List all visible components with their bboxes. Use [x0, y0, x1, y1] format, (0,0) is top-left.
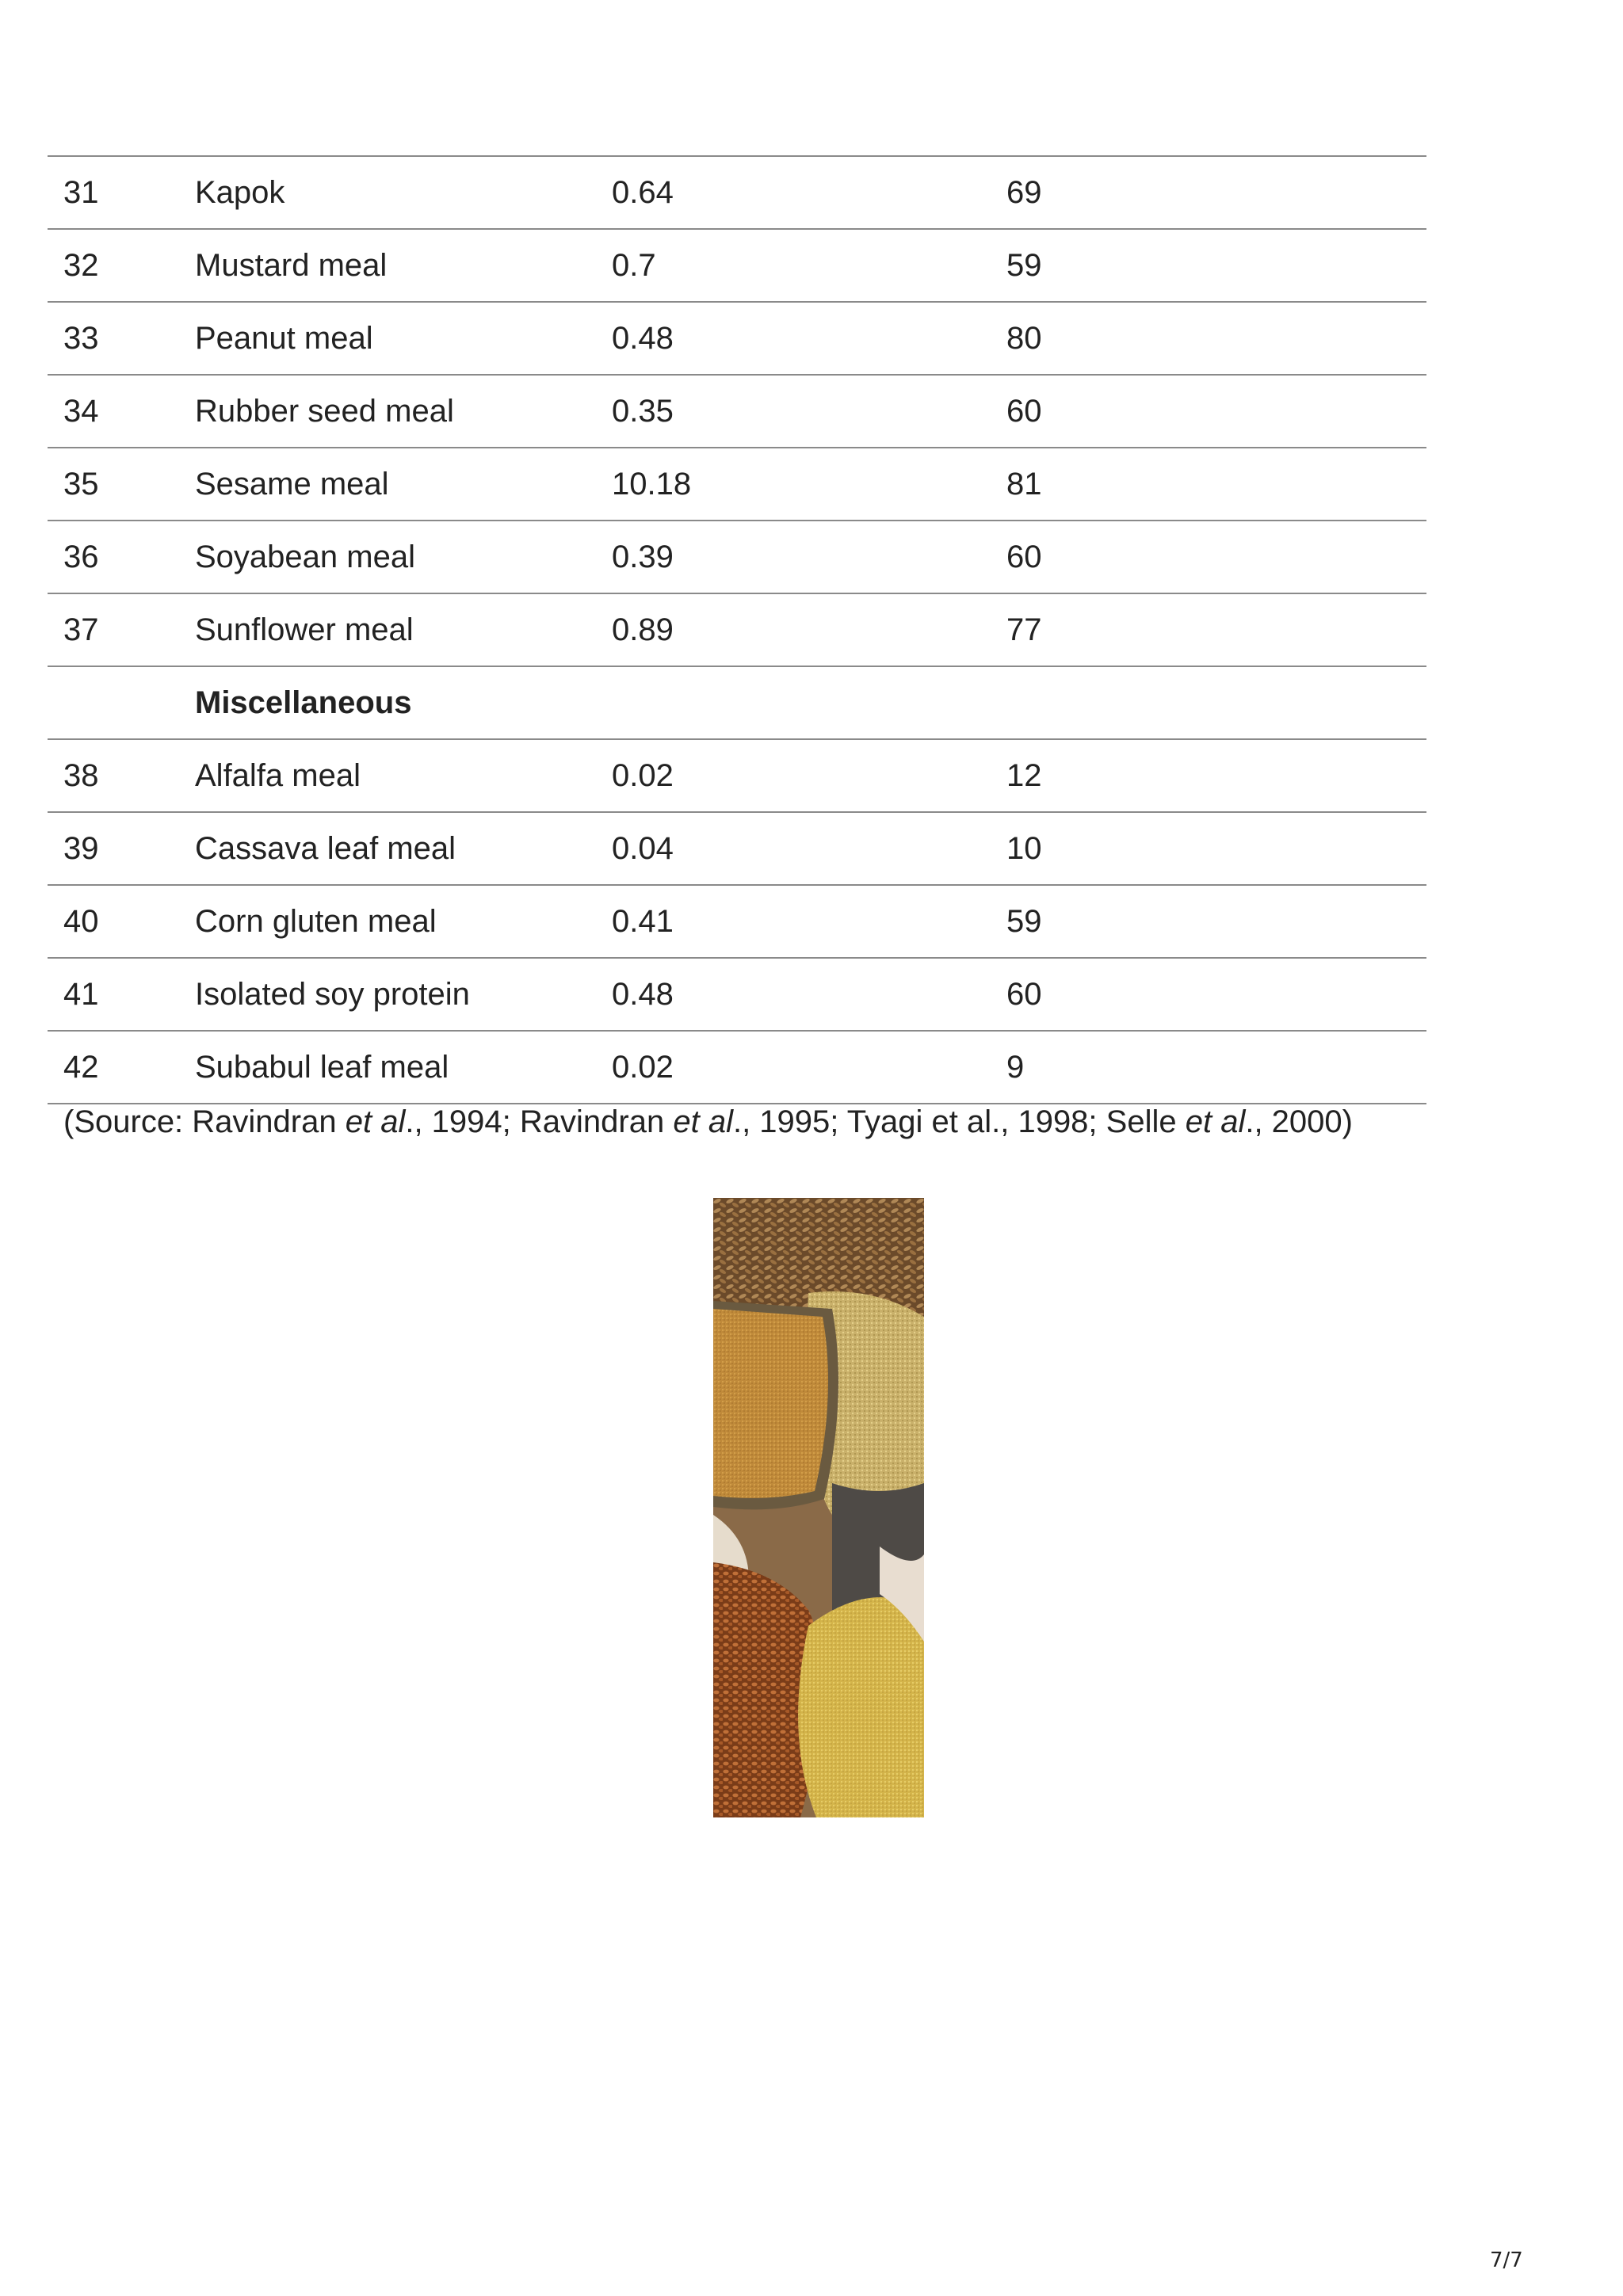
- page-number: 7/7: [1490, 2248, 1523, 2272]
- item-name-cell: Corn gluten meal: [195, 885, 612, 958]
- table-row: [48, 958, 1426, 1031]
- item-name-cell: Alfalfa meal: [195, 739, 612, 812]
- row-number-cell: 41: [48, 958, 195, 1031]
- table-row: [48, 302, 1426, 375]
- table-row: [48, 156, 1426, 229]
- value-a-cell: 0.02: [612, 1031, 1006, 1104]
- value-a-cell: 0.48: [612, 302, 1006, 375]
- row-number-cell: 32: [48, 229, 195, 302]
- data-table: [48, 155, 1426, 1104]
- item-name-cell: Isolated soy protein: [195, 958, 612, 1031]
- value-a-cell: 0.7: [612, 229, 1006, 302]
- row-number-cell: 33: [48, 302, 195, 375]
- item-name-cell: Rubber seed meal: [195, 375, 612, 448]
- table-row: [48, 812, 1426, 885]
- item-name-cell: Subabul leaf meal: [195, 1031, 612, 1104]
- value-a-cell: 0.48: [612, 958, 1006, 1031]
- item-name-cell: Sesame meal: [195, 448, 612, 521]
- source-text: ., 1995; Tyagi et al., 1998; Selle: [732, 1104, 1186, 1139]
- row-number-cell: [48, 666, 195, 739]
- table-row: [48, 739, 1426, 812]
- value-b-cell: 60: [1006, 958, 1426, 1031]
- source-text: (Source: Ravindran: [63, 1104, 346, 1139]
- row-number-cell: 38: [48, 739, 195, 812]
- value-a-cell: 0.64: [612, 156, 1006, 229]
- value-b-cell: 60: [1006, 375, 1426, 448]
- item-name-cell: Sunflower meal: [195, 593, 612, 666]
- value-b-cell: 12: [1006, 739, 1426, 812]
- table-row: [48, 593, 1426, 666]
- value-a-cell: 0.02: [612, 739, 1006, 812]
- source-etal: et al: [673, 1104, 733, 1139]
- value-a-cell: 0.04: [612, 812, 1006, 885]
- table-row: [48, 1031, 1426, 1104]
- table-body: [48, 156, 1426, 1104]
- row-number-cell: 31: [48, 156, 195, 229]
- table-row: [48, 521, 1426, 593]
- value-b-cell: 59: [1006, 229, 1426, 302]
- item-name-cell: Miscellaneous: [195, 666, 612, 739]
- row-number-cell: 34: [48, 375, 195, 448]
- source-text: ., 2000): [1245, 1104, 1353, 1139]
- value-b-cell: 81: [1006, 448, 1426, 521]
- item-name-cell: Mustard meal: [195, 229, 612, 302]
- value-b-cell: 10: [1006, 812, 1426, 885]
- item-name-cell: Peanut meal: [195, 302, 612, 375]
- grain-meal-photo: [713, 1198, 924, 1817]
- table-section-row: [48, 666, 1426, 739]
- row-number-cell: 40: [48, 885, 195, 958]
- item-name-cell: Soyabean meal: [195, 521, 612, 593]
- source-etal: et al: [1185, 1104, 1246, 1139]
- row-number-cell: 35: [48, 448, 195, 521]
- value-b-cell: 9: [1006, 1031, 1426, 1104]
- value-a-cell: 0.41: [612, 885, 1006, 958]
- value-b-cell: 69: [1006, 156, 1426, 229]
- item-name-cell: Kapok: [195, 156, 612, 229]
- value-a-cell: 0.39: [612, 521, 1006, 593]
- row-number-cell: 42: [48, 1031, 195, 1104]
- grain-photo-illustration: [713, 1198, 924, 1817]
- source-etal: et al: [345, 1104, 406, 1139]
- table-row: [48, 448, 1426, 521]
- value-b-cell: 60: [1006, 521, 1426, 593]
- table-row: [48, 375, 1426, 448]
- row-number-cell: 39: [48, 812, 195, 885]
- table-row: [48, 885, 1426, 958]
- value-b-cell: 77: [1006, 593, 1426, 666]
- value-a-cell: 0.35: [612, 375, 1006, 448]
- row-number-cell: 36: [48, 521, 195, 593]
- value-a-cell: 10.18: [612, 448, 1006, 521]
- source-citation: [63, 1100, 1353, 1144]
- value-a-cell: 0.89: [612, 593, 1006, 666]
- value-b-cell: [1006, 666, 1426, 739]
- value-b-cell: 80: [1006, 302, 1426, 375]
- value-b-cell: 59: [1006, 885, 1426, 958]
- row-number-cell: 37: [48, 593, 195, 666]
- item-name-cell: Cassava leaf meal: [195, 812, 612, 885]
- source-text: ., 1994; Ravindran: [405, 1104, 674, 1139]
- value-a-cell: [612, 666, 1006, 739]
- table-row: [48, 229, 1426, 302]
